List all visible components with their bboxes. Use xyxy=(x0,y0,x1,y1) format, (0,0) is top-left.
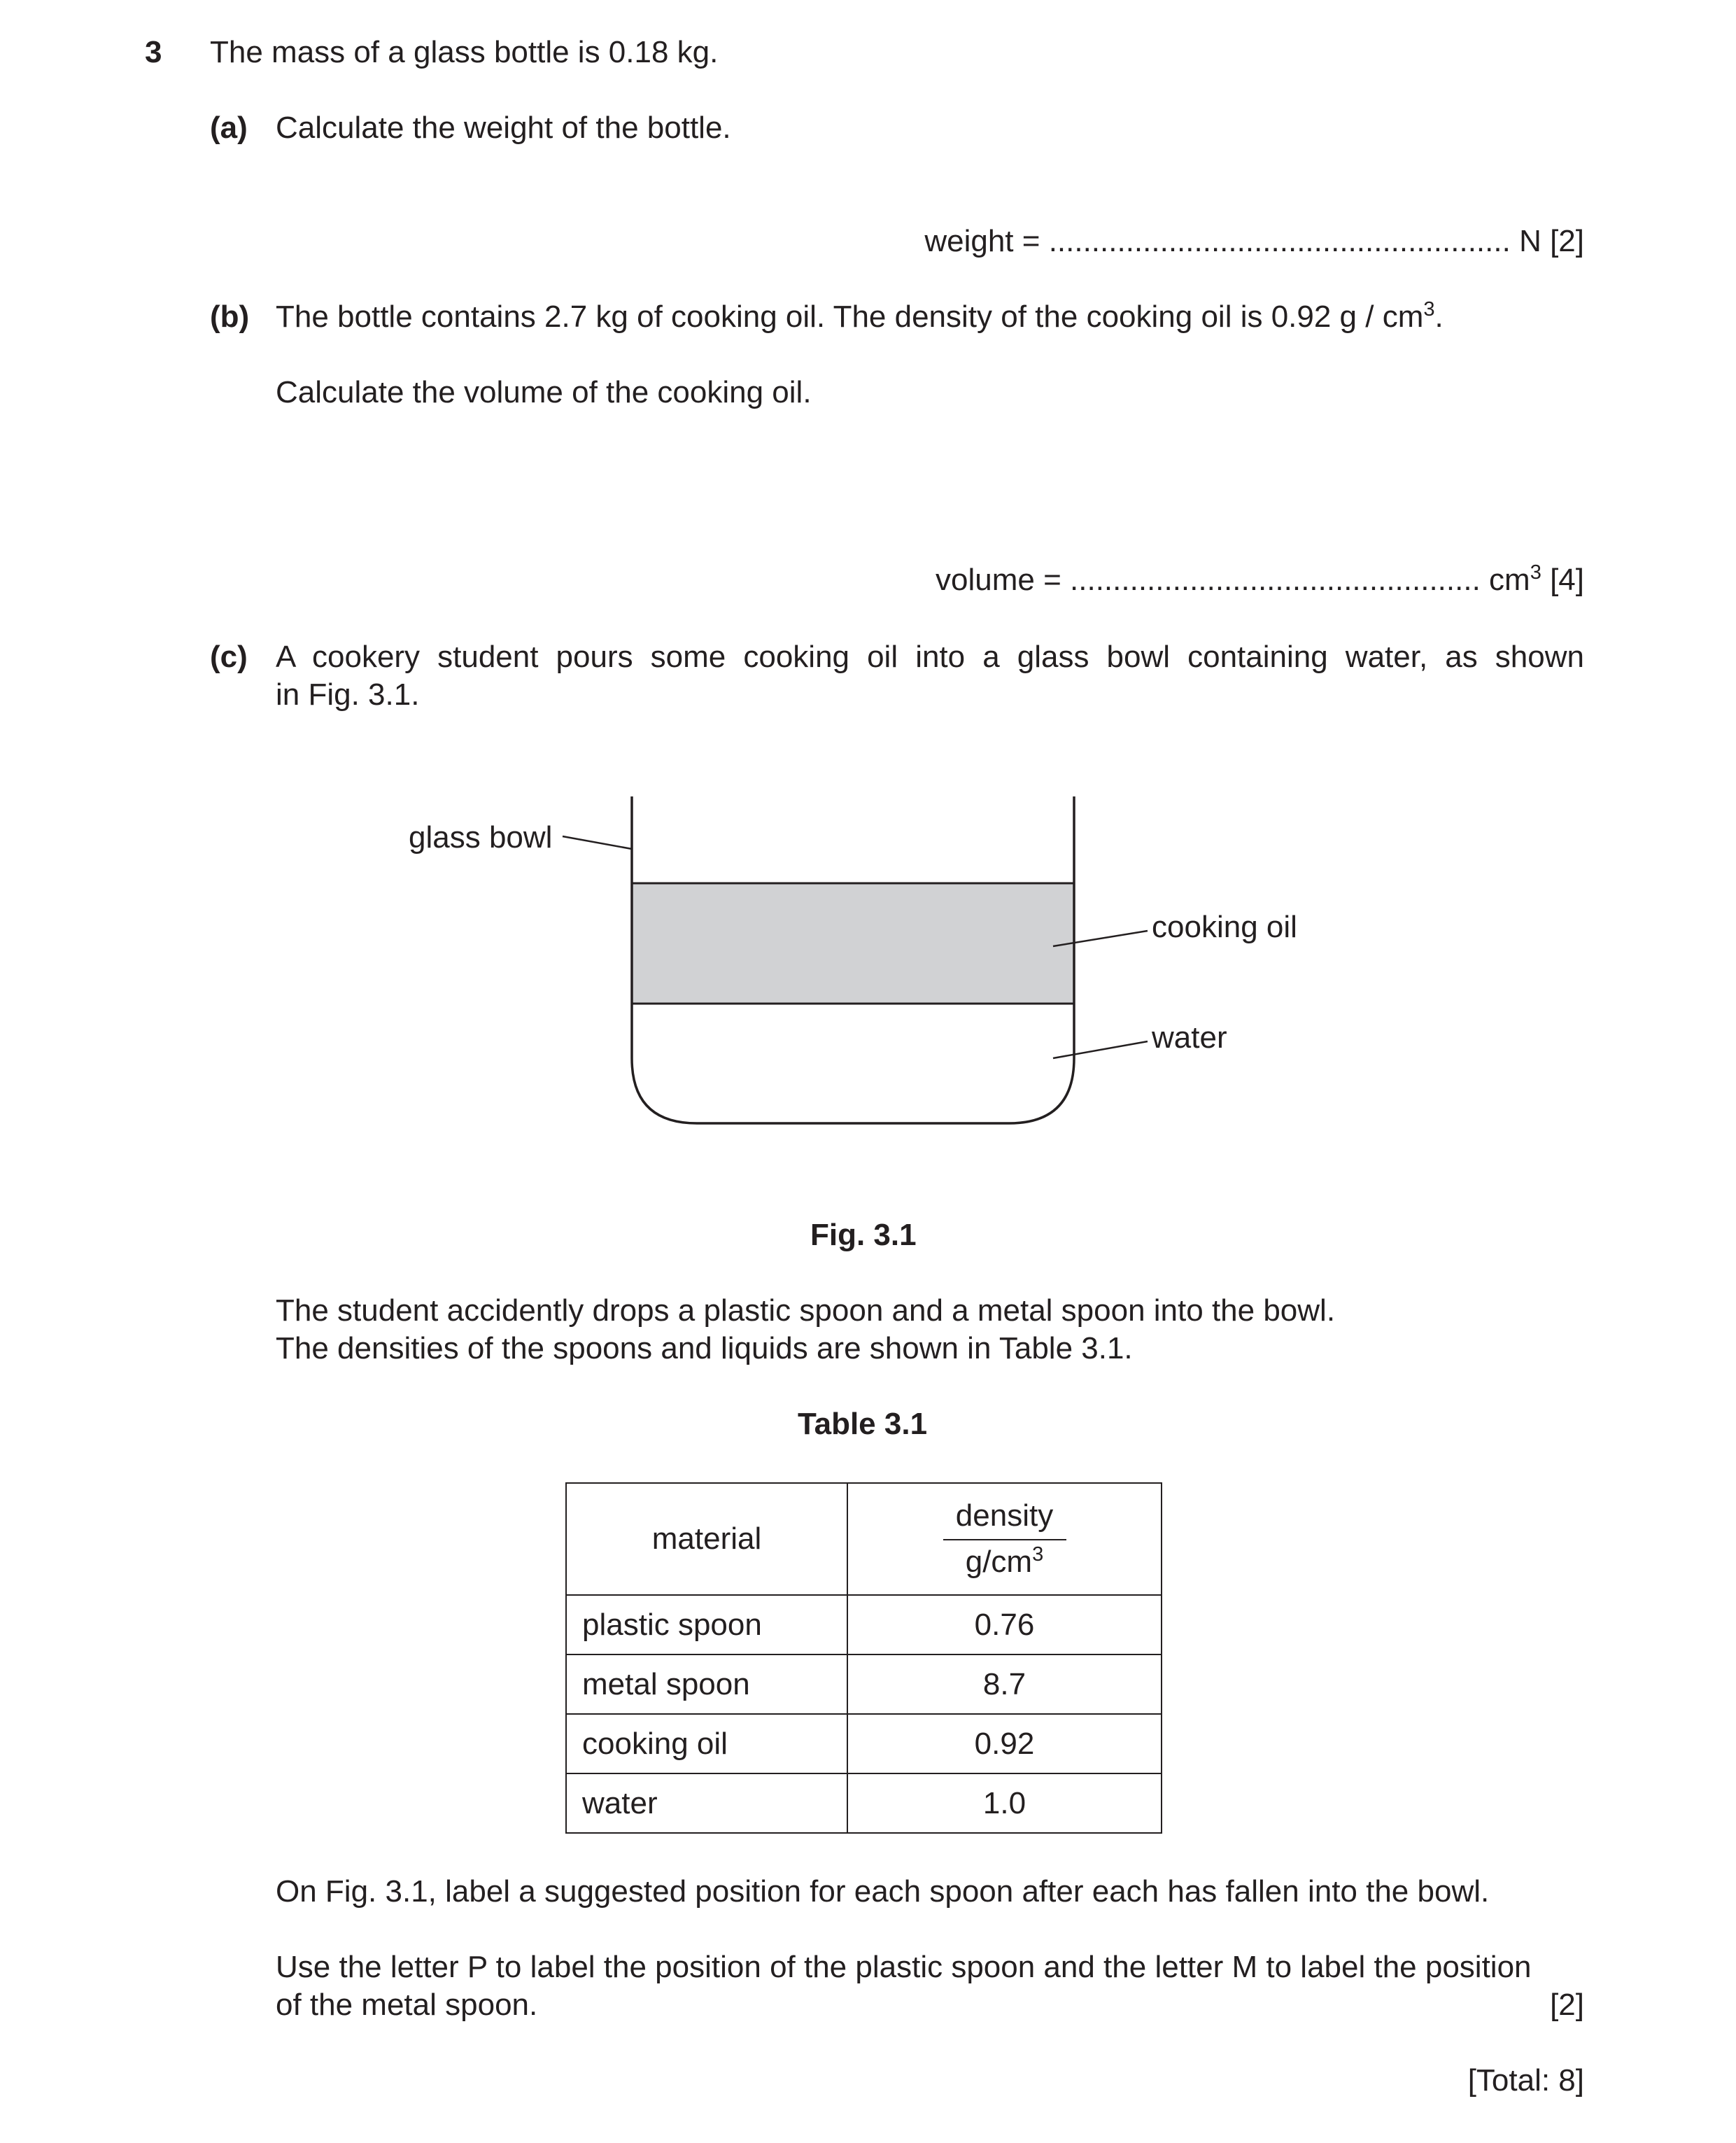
table-row xyxy=(566,1773,1162,1833)
part-b-label: (b) xyxy=(210,300,250,334)
material-cell: metal spoon xyxy=(566,1654,847,1714)
header-unit: $g/cm^3$ xyxy=(965,1543,1044,1579)
density-table xyxy=(565,1482,1162,1834)
material-cell: plastic spoon xyxy=(566,1595,847,1654)
instruction-letters-line2: of the metal spoon. xyxy=(276,1988,538,2022)
answer-prefix: volume = xyxy=(936,563,1071,597)
answer-dots[interactable]: ...................................................... xyxy=(1048,224,1511,258)
water-label: water xyxy=(1152,1020,1227,1055)
cooking-oil-layer xyxy=(632,883,1074,1004)
table-caption: Table 3.1 xyxy=(798,1407,928,1441)
density-cell: 0.92 xyxy=(847,1714,1162,1773)
water-leader xyxy=(1053,1041,1148,1058)
table-header-row xyxy=(566,1483,1162,1595)
table-row xyxy=(566,1654,1162,1714)
part-c-marks: [2] xyxy=(1550,1988,1584,2022)
material-cell: cooking oil xyxy=(566,1714,847,1773)
table-row xyxy=(566,1714,1162,1773)
para-spoons-line1: The student accidently drops a plastic spoon and a metal spoon into the bowl. xyxy=(276,1293,1336,1328)
part-c-label: (c) xyxy=(210,640,248,674)
instruction-letters-line1: Use the letter P to label the position of the plastic spoon and the letter M to label the position xyxy=(276,1950,1532,1984)
glass-bowl-leader xyxy=(563,836,632,849)
part-b-instruction: Calculate the volume of the cooking oil. xyxy=(276,375,812,409)
total-marks: [Total: 8] xyxy=(1467,2063,1584,2098)
header-material: material xyxy=(566,1483,847,1595)
question-number: 3 xyxy=(145,35,162,69)
marks: [2] xyxy=(1550,224,1584,258)
answer-dots[interactable]: ................................................ xyxy=(1070,563,1481,597)
instruction-label-spoons: On Fig. 3.1, label a suggested position for each spoon after each has fallen into the bowl. xyxy=(276,1874,1490,1909)
superscript: 3 xyxy=(1423,298,1435,321)
part-a-text: Calculate the weight of the bottle. xyxy=(276,111,731,145)
header-quantity: density xyxy=(955,1498,1054,1533)
part-a-label: (a) xyxy=(210,111,248,145)
marks: [4] xyxy=(1550,563,1584,597)
question-stem: The mass of a glass bottle is 0.18 kg. xyxy=(210,35,719,69)
material-cell: water xyxy=(566,1773,847,1833)
answer-prefix: weight = xyxy=(924,224,1049,258)
part-c-line2: in Fig. 3.1. xyxy=(276,677,420,712)
density-cell: 1.0 xyxy=(847,1773,1162,1833)
figure-caption: Fig. 3.1 xyxy=(810,1218,917,1252)
part-b-text-main: The bottle contains 2.7 kg of cooking oil. The density of the cooking oil is 0.92 g / cm xyxy=(276,300,1424,334)
period: . xyxy=(1434,300,1444,334)
cooking-oil-label: cooking oil xyxy=(1152,910,1297,944)
density-cell: 0.76 xyxy=(847,1595,1162,1654)
density-cell: 8.7 xyxy=(847,1654,1162,1714)
answer-unit: $cm^3$ xyxy=(1489,561,1541,597)
glass-bowl-label: glass bowl xyxy=(409,820,553,855)
answer-unit: N xyxy=(1519,224,1541,258)
part-c-line1: A cookery student pours some cooking oil into a glass bowl containing water, as shown xyxy=(276,640,1584,674)
table-row xyxy=(566,1595,1162,1654)
header-density xyxy=(847,1483,1162,1595)
quantity-unit-divider xyxy=(943,1539,1066,1540)
para-spoons-line2: The densities of the spoons and liquids are shown in Table 3.1. xyxy=(276,1331,1133,1365)
